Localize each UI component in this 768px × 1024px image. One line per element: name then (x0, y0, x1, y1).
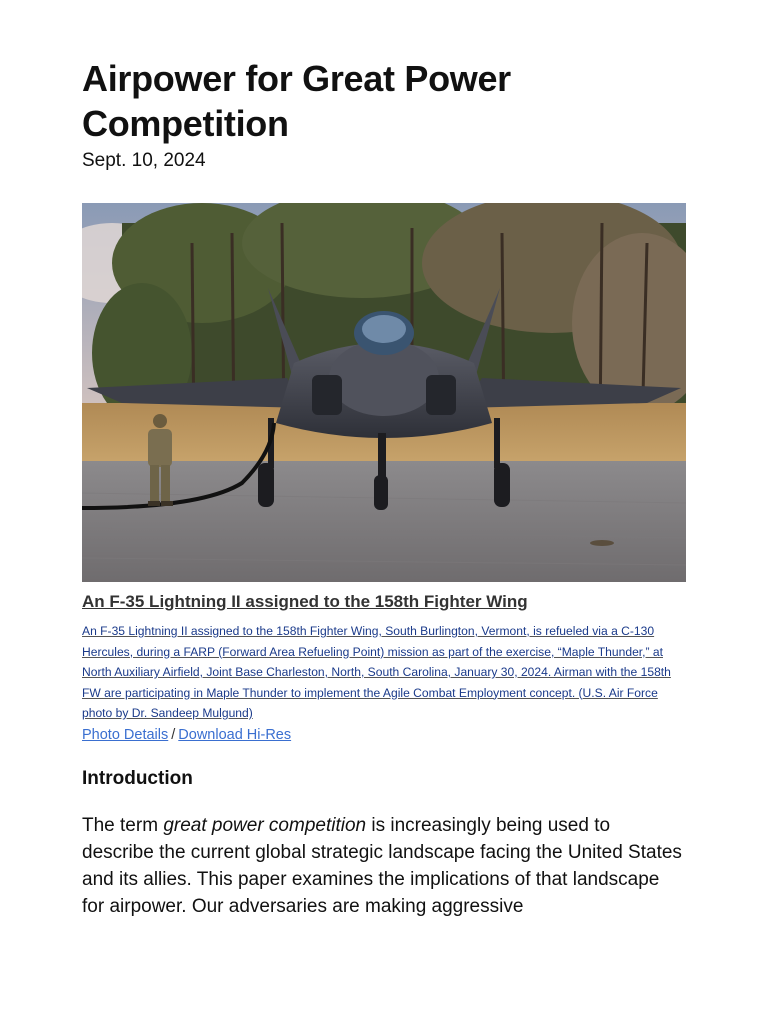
page-title: Airpower for Great Power Competition (82, 58, 511, 144)
photo-details-link[interactable]: Photo Details (82, 727, 169, 743)
photo-caption-title[interactable]: An F-35 Lightning II assigned to the 158th Fighter Wing (82, 592, 528, 611)
intro-paragraph-start: The term (82, 815, 164, 836)
article-photo[interactable] (82, 203, 686, 582)
link-separator: / (171, 727, 176, 743)
photo-links (82, 727, 291, 743)
intro-paragraph (82, 812, 682, 920)
download-hi-res-link[interactable]: Download Hi-Res (178, 727, 292, 743)
publish-date: Sept. 10, 2024 (82, 150, 206, 171)
intro-paragraph-emphasis: great power competition (163, 815, 367, 836)
intro-paragraph-rest: is increasingly being used to describe the current global strategic landscape facing the United States and its allies. This paper examines the implications of that landscape for airpower. Our adversaries are making aggressive (82, 815, 682, 917)
photo-caption-text[interactable]: An F-35 Lightning II assigned to the 158th Fighter Wing, South Burlington, Vermont, is refueled via a C-130 Hercules, during a FARP (Forward Area Refueling Point) mission as part of the exercise, “Maple Thunder,” at North Auxiliary Airfield, Joint Base Charleston, North, South Carolina, January 30, 2024. Airman with the 158th FW are participating in Maple Thunder to implement the Agile Combat Employment concept. (U.S. Air Force photo by Dr. Sandeep Mulgund) (82, 624, 671, 720)
section-heading: Introduction (82, 768, 193, 789)
